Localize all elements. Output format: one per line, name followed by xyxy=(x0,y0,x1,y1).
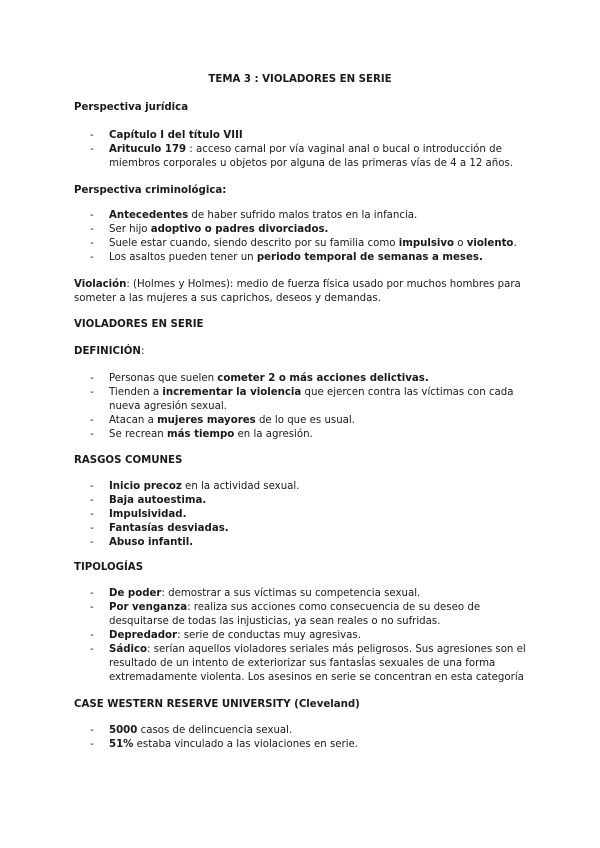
item-bold: Por venganza xyxy=(109,602,188,613)
item-text: . xyxy=(513,238,517,249)
item-text: Personas que suelen xyxy=(109,373,218,384)
list-case-western xyxy=(90,724,530,752)
item-text: Tienden a xyxy=(109,387,163,398)
heading-definicion xyxy=(74,345,144,359)
item-bold: incrementar la violencia xyxy=(162,387,302,398)
item-text: Ser hijo xyxy=(109,224,151,235)
item-text: : demostrar a sus víctimas su competencia sexual. xyxy=(161,588,421,599)
item-bold: Sádico xyxy=(109,644,148,655)
item-text: o xyxy=(454,238,467,249)
item-bold: De poder xyxy=(109,588,162,599)
list-item xyxy=(90,143,530,171)
item-text: : serie de conductas muy agresivas. xyxy=(177,630,361,641)
item-text: en la agresión. xyxy=(234,429,313,440)
list-item xyxy=(90,522,530,536)
list-item xyxy=(90,386,530,414)
item-text: : acceso carnal por vía vaginal anal o bucal o introducción de miembros corporales u objetos por alguna de las primeras vías de 4 a 12 años. xyxy=(109,144,514,169)
list-tipologias xyxy=(90,587,530,685)
item-text: que ejercen contra las víctimas con cada nueva agresión sexual. xyxy=(109,387,514,412)
item-text: : serían aquellos violadores seriales más peligrosos. Sus agresiones son el resultado de un intento de exteriorizar sus fantasÍas sexuales de una forma extremadamente violenta. Los asesinos en serie se concentran en esta categoría xyxy=(109,644,526,683)
item-bold: Baja autoestima. xyxy=(109,495,207,506)
heading-perspectiva-criminologica: Perspectiva criminológica: xyxy=(74,185,227,196)
item-text: de haber sufrido malos tratos en la infancia. xyxy=(188,210,418,221)
item-bold: Depredador xyxy=(109,630,178,641)
list-item xyxy=(90,480,530,494)
term-violacion: Violación xyxy=(74,279,127,290)
list-definicion xyxy=(90,372,530,442)
list-item xyxy=(90,738,530,752)
heading-tipologias: TIPOLOGÍAS xyxy=(74,562,144,573)
item-bold: impulsivo xyxy=(398,238,455,249)
item-bold: Arituculo 179 xyxy=(109,144,187,155)
item-bold: mujeres mayores xyxy=(157,415,256,426)
list-item xyxy=(90,129,530,143)
item-bold: Fantasías desviadas. xyxy=(109,523,229,534)
list-item xyxy=(90,209,530,223)
list-perspectiva-criminologica xyxy=(90,209,530,265)
heading-rasgos-comunes: RASGOS COMUNES xyxy=(74,455,183,466)
item-bold: Abuso infantil. xyxy=(109,537,194,548)
heading-suffix: : xyxy=(140,346,145,357)
item-bold: Inicio precoz xyxy=(109,481,182,492)
list-item xyxy=(90,251,530,265)
list-item xyxy=(90,428,530,442)
item-text: estaba vinculado a las violaciones en serie. xyxy=(133,739,359,750)
heading-violadores-en-serie: VIOLADORES EN SERIE xyxy=(74,319,204,330)
heading-case-western: CASE WESTERN RESERVE UNIVERSITY (Cleveland) xyxy=(74,699,360,710)
heading-text: DEFINICIÓN xyxy=(74,346,141,357)
list-item xyxy=(90,724,530,738)
list-item xyxy=(90,223,530,237)
list-item xyxy=(90,601,530,629)
item-bold: 5000 xyxy=(109,725,138,736)
item-bold: 51% xyxy=(109,739,134,750)
list-item xyxy=(90,237,530,251)
list-perspectiva-juridica xyxy=(90,129,530,171)
item-text: Atacan a xyxy=(109,415,158,426)
list-item xyxy=(90,414,530,428)
item-text: Se recrean xyxy=(109,429,167,440)
item-bold: Capítulo I del título VIII xyxy=(109,130,243,141)
item-bold: violento xyxy=(466,238,514,249)
list-item xyxy=(90,587,530,601)
item-bold: más tiempo xyxy=(166,429,235,440)
heading-perspectiva-juridica: Perspectiva jurídica xyxy=(74,102,189,113)
item-bold: periodo temporal de semanas a meses. xyxy=(256,252,483,263)
item-text: : realiza sus acciones como consecuencia de su deseo de desquitarse de todas las injusticias, ya sean reales o no sufridas. xyxy=(109,602,481,627)
item-text: Suele estar cuando, siendo descrito por su familia como xyxy=(109,238,399,249)
paragraph-violacion xyxy=(74,278,530,306)
document-title: TEMA 3 : VIOLADORES EN SERIE xyxy=(208,74,392,85)
list-item xyxy=(90,629,530,643)
item-text: de lo que es usual. xyxy=(255,415,355,426)
item-text: en la actividad sexual. xyxy=(181,481,300,492)
item-bold: Impulsividad. xyxy=(109,509,187,520)
item-text: casos de delincuencia sexual. xyxy=(137,725,293,736)
definition-text: : (Holmes y Holmes): medio de fuerza física usado por muchos hombres para someter a las mujeres a sus caprichos, deseos y demandas. xyxy=(74,279,521,304)
item-bold: cometer 2 o más acciones delictivas. xyxy=(217,373,429,384)
item-bold: adoptivo o padres divorciados. xyxy=(150,224,329,235)
list-item xyxy=(90,494,530,508)
list-item xyxy=(90,643,530,685)
list-rasgos-comunes xyxy=(90,480,530,550)
list-item xyxy=(90,372,530,386)
list-item xyxy=(90,508,530,522)
item-text: Los asaltos pueden tener un xyxy=(109,252,257,263)
item-bold: Antecedentes xyxy=(109,210,189,221)
list-item xyxy=(90,536,530,550)
